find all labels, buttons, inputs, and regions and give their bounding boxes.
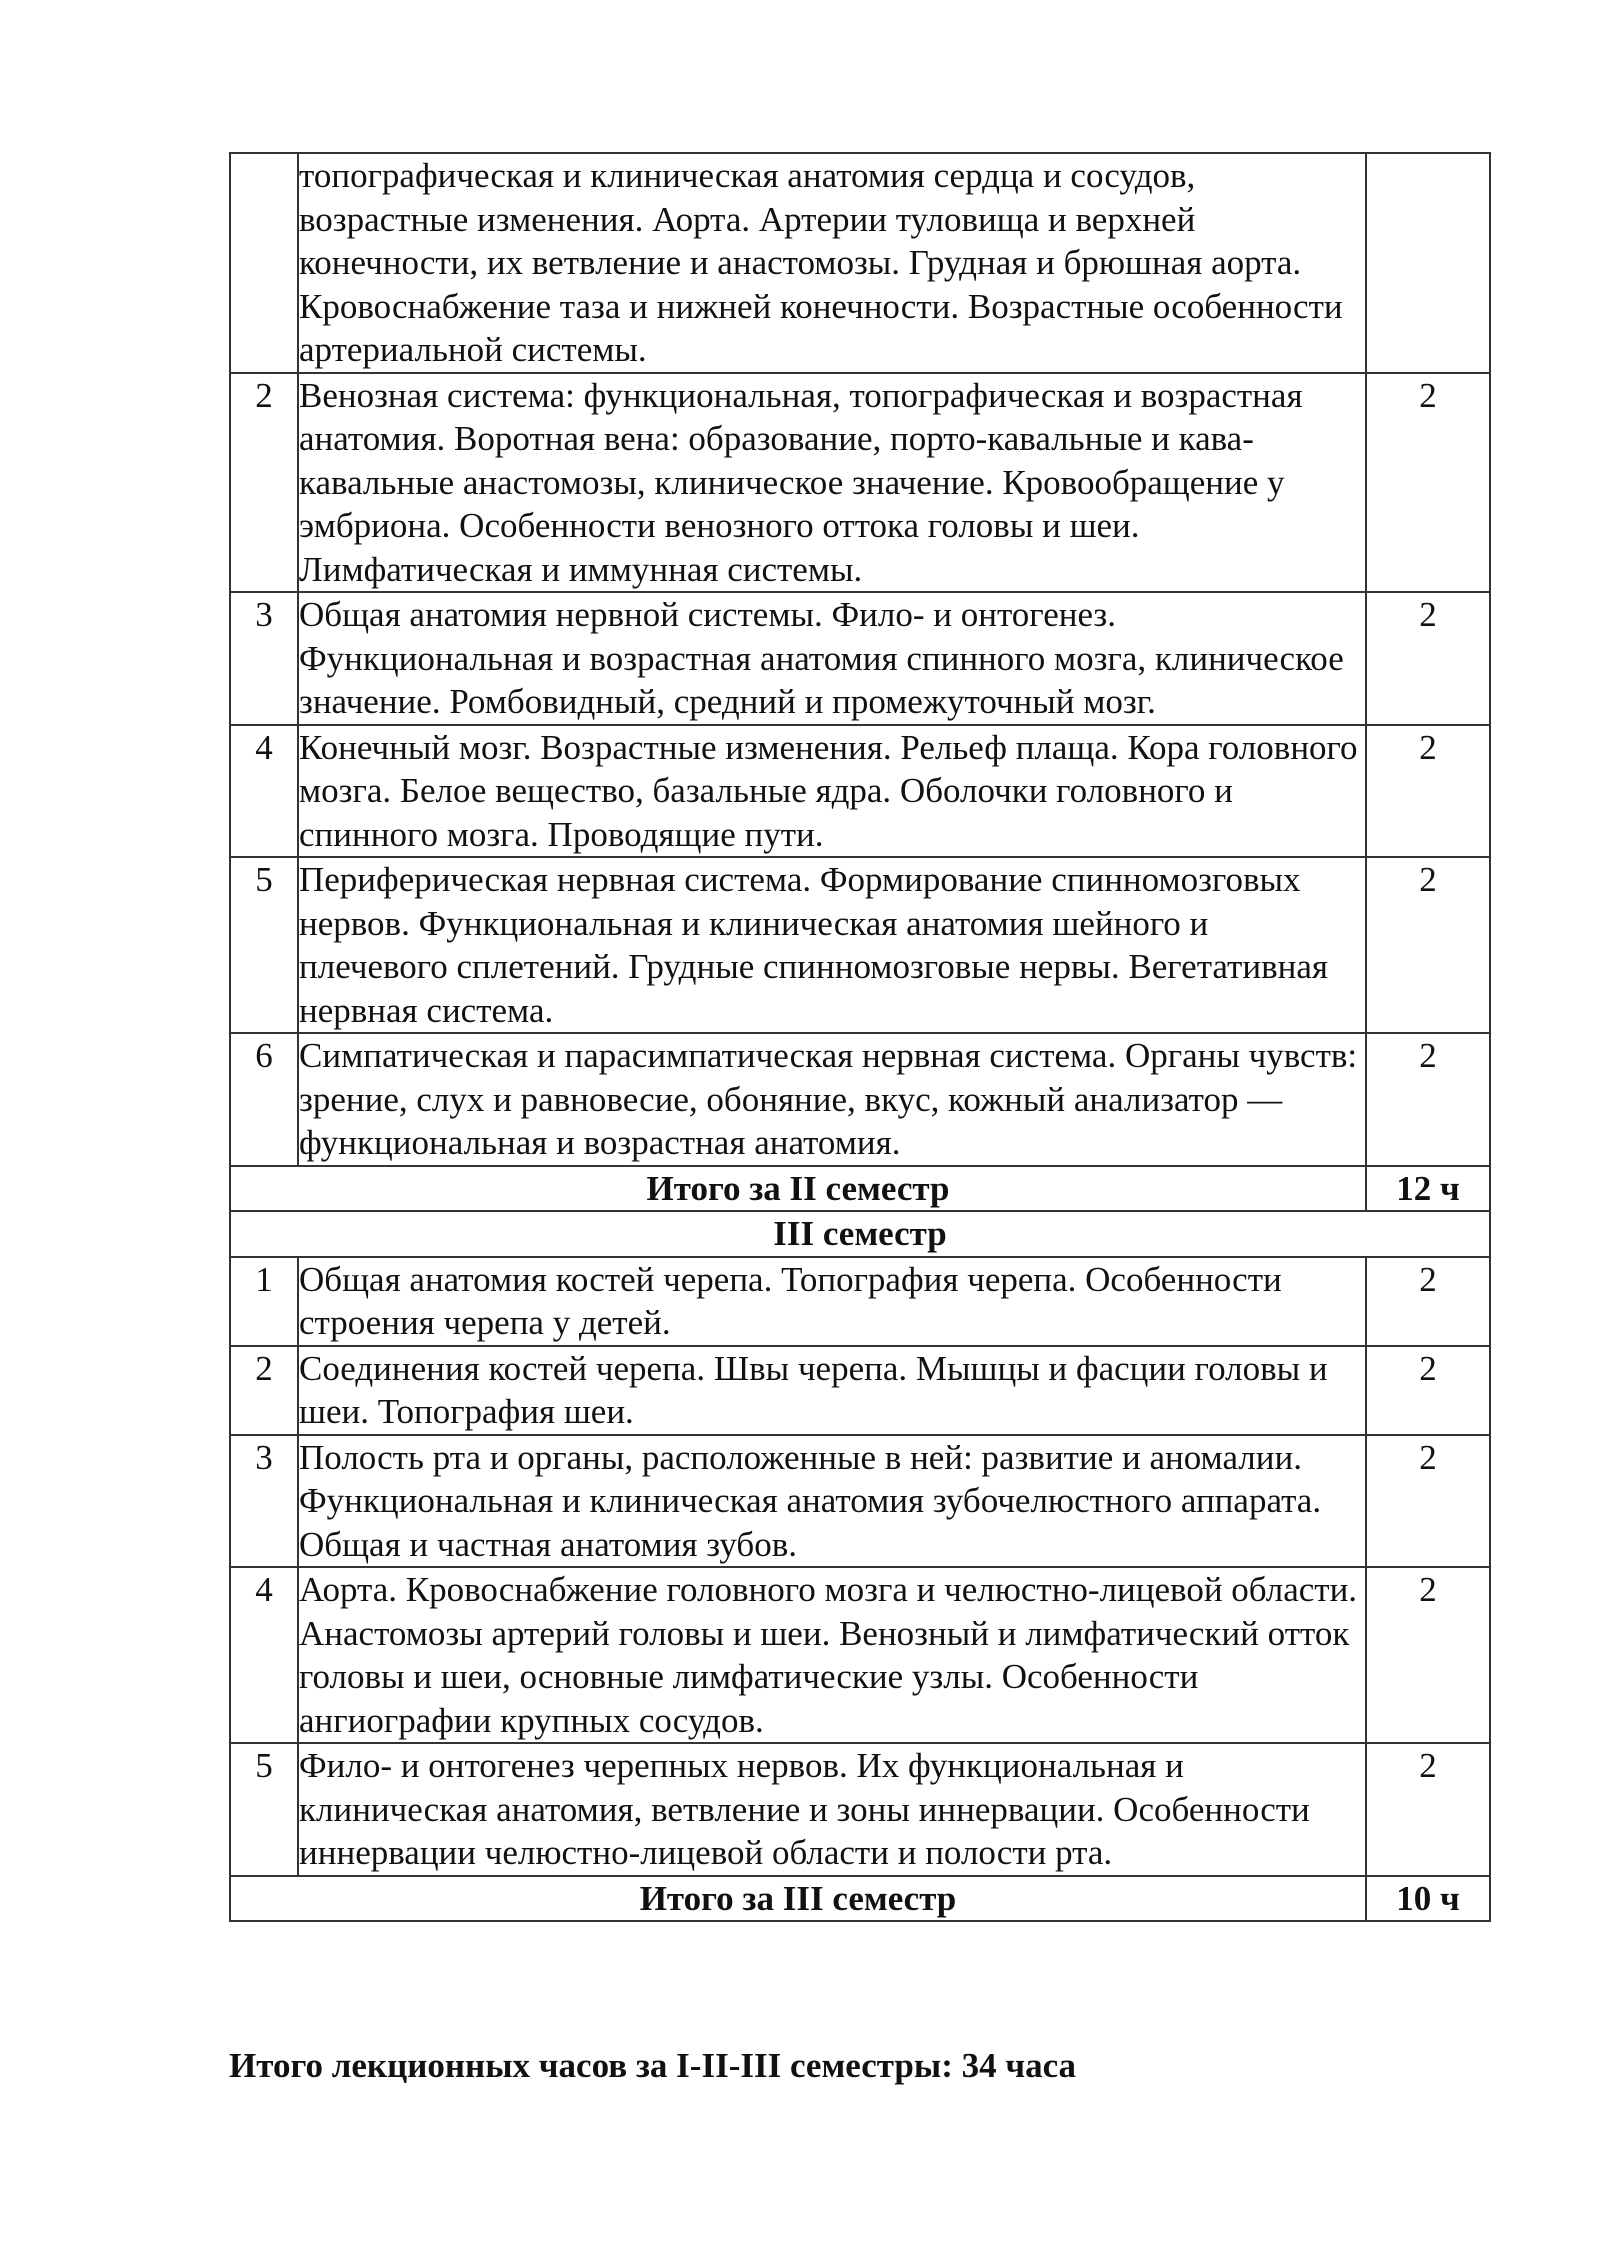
lecture-hours: 2 [1366, 373, 1490, 593]
lecture-hours: 2 [1366, 1567, 1490, 1743]
lecture-topic: Венозная система: функциональная, топографическая и возрастная анатомия. Воротная вена: образование, порто-кавальные и кава-кавальные анастомозы, клиническое значение. Кровообращение у эмбриона. Особенности венозного оттока головы и шеи. Лимфатическая и иммунная системы. [298, 373, 1366, 593]
lecture-hours: 2 [1366, 1743, 1490, 1876]
lecture-topic: Общая анатомия нервной системы. Фило- и онтогенез. Функциональная и возрастная анатомия спинного мозга, клиническое значение. Ромбовидный, средний и промежуточный мозг. [298, 592, 1366, 725]
lecture-topic: Фило- и онтогенез черепных нервов. Их функциональная и клиническая анатомия, ветвление и зоны иннервации. Особенности иннервации челюстно-лицевой области и полости рта. [298, 1743, 1366, 1876]
semester-header-row [230, 1211, 1490, 1257]
lecture-hours: 2 [1366, 1435, 1490, 1568]
table-row [230, 1435, 1490, 1568]
table-row [230, 1743, 1490, 1876]
semester-total-label: Итого за II семестр [230, 1166, 1366, 1212]
semester-total-hours: 12 ч [1366, 1166, 1490, 1212]
lecture-topic: Полость рта и органы, расположенные в ней: развитие и аномалии. Функциональная и клиническая анатомия зубочелюстного аппарата. Общая и частная анатомия зубов. [298, 1435, 1366, 1568]
table-row [230, 1346, 1490, 1435]
table-row [230, 857, 1490, 1033]
lecture-number: 1 [230, 1257, 298, 1346]
semester-total-row [230, 1166, 1490, 1212]
table-row [230, 725, 1490, 858]
lecture-number: 4 [230, 725, 298, 858]
lectures-table [229, 152, 1491, 1922]
lecture-topic: Соединения костей черепа. Швы черепа. Мышцы и фасции головы и шеи. Топография шеи. [298, 1346, 1366, 1435]
table-row [230, 1257, 1490, 1346]
lecture-hours: 2 [1366, 1033, 1490, 1166]
semester-total-label: Итого за III семестр [230, 1876, 1366, 1922]
semester-total-row [230, 1876, 1490, 1922]
lecture-hours-summary: Итого лекционных часов за I-II-III семестры: 34 часа [229, 2046, 1077, 2085]
lecture-hours: 2 [1366, 725, 1490, 858]
lecture-hours: 2 [1366, 592, 1490, 725]
lecture-number: 5 [230, 857, 298, 1033]
lecture-topic: Симпатическая и парасимпатическая нервная система. Органы чувств: зрение, слух и равновесие, обоняние, вкус, кожный анализатор — функциональная и возрастная анатомия. [298, 1033, 1366, 1166]
semester-total-hours: 10 ч [1366, 1876, 1490, 1922]
semester-header: III семестр [230, 1211, 1490, 1257]
lecture-number: 5 [230, 1743, 298, 1876]
lecture-number: 3 [230, 592, 298, 725]
lecture-hours: 2 [1366, 1257, 1490, 1346]
table-row [230, 1567, 1490, 1743]
lecture-number: 2 [230, 1346, 298, 1435]
lecture-topic: Аорта. Кровоснабжение головного мозга и челюстно-лицевой области. Анастомозы артерий головы и шеи. Венозный и лимфатический отток головы и шеи, основные лимфатические узлы. Особенности ангиографии крупных сосудов. [298, 1567, 1366, 1743]
lecture-number: 6 [230, 1033, 298, 1166]
lecture-topic: Периферическая нервная система. Формирование спинномозговых нервов. Функциональная и клиническая анатомия шейного и плечевого сплетений. Грудные спинномозговые нервы. Вегетативная нервная система. [298, 857, 1366, 1033]
lecture-topic: Конечный мозг. Возрастные изменения. Рельеф плаща. Кора головного мозга. Белое вещество, базальные ядра. Оболочки головного и спинного мозга. Проводящие пути. [298, 725, 1366, 858]
lecture-hours: 2 [1366, 1346, 1490, 1435]
table-row [230, 592, 1490, 725]
table-row [230, 373, 1490, 593]
lecture-number [230, 153, 298, 373]
lecture-hours: 2 [1366, 857, 1490, 1033]
table-row [230, 153, 1490, 373]
lecture-topic: Общая анатомия костей черепа. Топография черепа. Особенности строения черепа у детей. [298, 1257, 1366, 1346]
lecture-number: 4 [230, 1567, 298, 1743]
lecture-number: 3 [230, 1435, 298, 1568]
lecture-hours [1366, 153, 1490, 373]
lecture-number: 2 [230, 373, 298, 593]
lecture-topic: топографическая и клиническая анатомия сердца и сосудов, возрастные изменения. Аорта. Артерии туловища и верхней конечности, их ветвление и анастомозы. Грудная и брюшная аорта. Кровоснабжение таза и нижней конечности. Возрастные особенности артериальной системы. [298, 153, 1366, 373]
table-row [230, 1033, 1490, 1166]
